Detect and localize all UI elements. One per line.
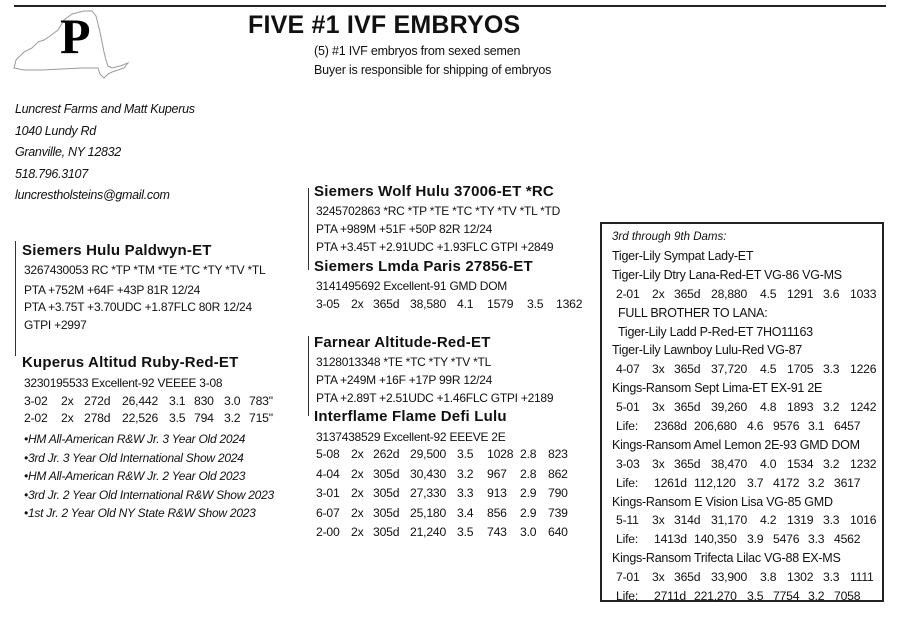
dam-of-sire-name: Siemers Lmda Paris 27856-ET — [314, 258, 533, 275]
dam-of-dam-name: Interflame Flame Defi Lulu — [314, 408, 507, 425]
ancestor-dam-name: Tiger-Lily Dtry Lana-Red-ET VG-86 VG-MS — [612, 267, 842, 282]
sire-line-2: PTA +752M +64F +43P 81R 12/24 — [24, 283, 201, 297]
record-row: 3-02 2x 272d 26,442 3.1 830 3.0 783" — [24, 394, 273, 408]
dams-heading: 3rd through 9th Dams: — [612, 231, 727, 243]
dam-honor: •HM All-American R&W Jr. 2 Year Old 2023 — [24, 469, 246, 483]
sire-name: Siemers Hulu Paldwyn-ET — [22, 242, 212, 259]
record-row: 3-01 2x 305d 27,330 3.3 913 2.9 790 — [316, 486, 568, 501]
sire-of-sire-line-2: PTA +989M +51F +50P 82R 12/24 — [316, 222, 493, 236]
dam-of-dam-records — [316, 447, 568, 545]
ancestor-dam-name: Kings-Ransom Trifecta Lilac VG-88 EX-MS — [612, 551, 841, 566]
dam-honor: •3rd Jr. 3 Year Old International Show 2024 — [24, 451, 244, 465]
dam-honor: •1st Jr. 2 Year Old NY State R&W Show 2023 — [24, 506, 256, 520]
record-row: 3-03 3x 365d 38,470 4.0 1534 3.2 1232 — [616, 456, 877, 471]
sire-line-4: GTPI +2997 — [24, 318, 87, 332]
dams-box — [600, 222, 884, 602]
lot-subtitle-2: Buyer is responsible for shipping of embryos — [314, 63, 552, 77]
consignor-city: Granville, NY 12832 — [15, 145, 121, 160]
lifetime-record-row: Life: 2368d 206,680 4.6 9576 3.1 6457 — [616, 419, 861, 434]
lifetime-record-row: Life: 1413d 140,350 3.9 5476 3.3 4562 — [616, 532, 861, 547]
dam-records — [24, 394, 273, 428]
consignor-street: 1040 Lundy Rd — [15, 123, 96, 138]
record-row: 5-01 3x 365d 39,260 4.8 1893 3.2 1242 — [616, 400, 877, 415]
lot-subtitle-1: (5) #1 IVF embryos from sexed semen — [314, 44, 521, 58]
dam-honor: •3rd Jr. 2 Year Old International R&W Show 2023 — [24, 488, 274, 502]
dam-name: Kuperus Altitud Ruby-Red-ET — [22, 354, 239, 371]
sire-of-dam-line-2: PTA +249M +16F +17P 99R 12/24 — [316, 373, 493, 387]
pedigree-line-left — [15, 241, 16, 356]
record-row: 4-07 3x 365d 37,720 4.5 1705 3.3 1226 — [616, 362, 877, 377]
record-row: 6-07 2x 305d 25,180 3.4 856 2.9 739 — [316, 505, 568, 520]
lifetime-record-row: Life: 2711d 221,270 3.5 7754 3.2 7058 — [616, 589, 861, 604]
dam-honor: •HM All-American R&W Jr. 3 Year Old 2024 — [24, 432, 246, 446]
ancestor-dam-name: Kings-Ransom Sept Lima-ET EX-91 2E — [612, 381, 823, 396]
sire-of-dam-line-1: 3128013348 *TE *TC *TY *TV *TL — [316, 355, 492, 369]
consignor-phone: 518.796.3107 — [15, 166, 88, 181]
record-row: 3-05 2x 365d 38,580 4.1 1579 3.5 1362 — [316, 297, 583, 311]
consignor-email[interactable]: luncrestholsteins@gmail.com — [15, 188, 170, 203]
sire-of-sire-name: Siemers Wolf Hulu 37006-ET *RC — [314, 183, 554, 200]
pedigree-line-dam — [308, 336, 309, 416]
dam-of-sire-line-1: 3141495692 Excellent-91 GMD DOM — [316, 279, 508, 293]
ancestor-dam-name: Kings-Ransom E Vision Lisa VG-85 GMD — [612, 494, 833, 509]
sire-of-dam-name: Farnear Altitude-Red-ET — [314, 334, 491, 351]
lifetime-record-row: Life: 1261d 112,120 3.7 4172 3.2 3617 — [616, 475, 861, 490]
sire-of-sire-line-3: PTA +3.45T +2.91UDC +1.93FLC GTPI +2849 — [316, 240, 554, 254]
ancestor-dam-name: Tiger-Lily Sympat Lady-ET — [612, 249, 754, 263]
dam-of-dam-line-1: 3137438529 Excellent-92 EEEVE 2E — [316, 430, 506, 444]
sire-line-1: 3267430053 RC *TP *TM *TE *TC *TY *TV *TL — [24, 263, 266, 277]
record-row: 2-02 2x 278d 22,526 3.5 794 3.2 715" — [24, 411, 273, 425]
record-row: 2-01 2x 365d 28,880 4.5 1291 3.6 1033 — [616, 286, 877, 301]
sire-of-sire-line-1: 3245702863 *RC *TP *TE *TC *TY *TV *TL *TD — [316, 204, 561, 218]
lot-title: FIVE #1 IVF EMBRYOS — [248, 11, 521, 39]
record-row: 7-01 3x 365d 33,900 3.8 1302 3.3 1111 — [616, 570, 874, 585]
dam-line-1: 3230195533 Excellent-92 VEEEE 3-08 — [24, 376, 223, 390]
record-row: 2-00 2x 305d 21,240 3.5 743 3.0 640 — [316, 525, 568, 540]
sire-line-3: PTA +3.75T +3.70UDC +1.87FLC 80R 12/24 — [24, 300, 252, 314]
record-row: 4-04 2x 305d 30,430 3.2 967 2.8 862 — [316, 466, 568, 481]
record-row: 5-11 3x 314d 31,170 4.2 1319 3.3 1016 — [616, 513, 877, 528]
sire-of-dam-line-3: PTA +2.89T +2.51UDC +1.46FLC GTPI +2189 — [316, 391, 554, 405]
consignor-name: Luncrest Farms and Matt Kuperus — [15, 102, 195, 116]
ancestor-dam-name: Kings-Ransom Amel Lemon 2E-93 GMD DOM — [612, 437, 860, 452]
top-rule — [14, 5, 886, 7]
full-brother-note: FULL BROTHER TO LANA: — [618, 305, 768, 320]
full-brother-note: Tiger-Lily Ladd P-Red-ET 7HO11163 — [618, 324, 813, 339]
dams-list — [612, 249, 882, 608]
pedigree-line-sire — [308, 188, 309, 270]
ancestor-dam-name: Tiger-Lily Lawnboy Lulu-Red VG-87 — [612, 343, 802, 358]
record-row: 5-08 2x 262d 29,500 3.5 1028 2.8 823 — [316, 447, 568, 461]
lot-letter: P — [60, 8, 91, 64]
consignor-block — [15, 99, 195, 207]
